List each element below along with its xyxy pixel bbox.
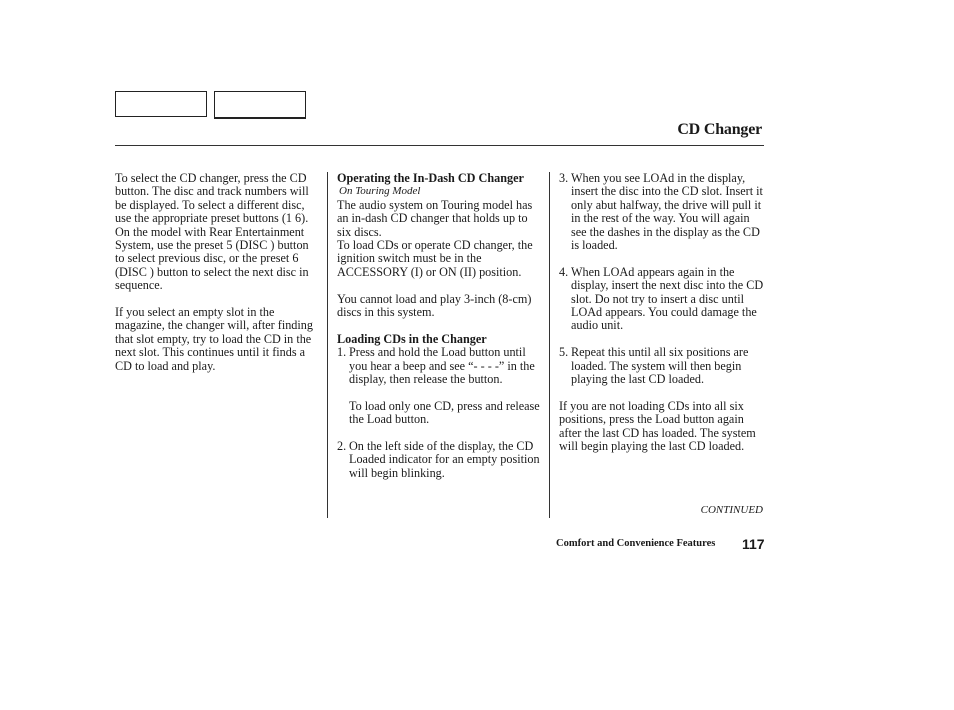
step-number: 1. [337,345,347,360]
model-note: On Touring Model [339,185,421,198]
column-1 [115,172,317,373]
step-text: Press and hold the Load button until you hear a beep and see “- - - -” in the display, then release the button. [349,345,535,387]
paragraph-ignition: To load CDs or operate CD changer, the ignition switch must be in the ACCESSORY (I) or ON (II) position. [337,238,533,279]
step-number: 3. [559,171,569,185]
step-2 [337,440,540,480]
continued-label: CONTINUED [700,504,763,516]
page-number: 117 [742,536,765,552]
nav-tab-box-1[interactable] [115,91,207,117]
column-2 [337,172,540,480]
step-1 [337,346,540,386]
page-title: CD Changer [677,121,762,138]
column-divider-2 [549,172,550,518]
step-number: 5. [559,345,569,360]
step-5 [559,346,765,386]
step-number: 4. [559,264,569,279]
step-number: 2. [337,439,347,454]
paragraph-empty-slot: If you select an empty slot in the magazine, the changer will, after finding that slot empty, try to load the CD in the next slot. This continues until it finds a CD to load and play. [115,305,313,373]
step-4 [559,266,765,333]
column-3 [559,172,765,453]
step-text: When LOAd appears again in the display, insert the next disc into the CD slot. Do not try to insert a disc until LOAd appears. You could damage the audio unit. [571,264,764,333]
step-3 [559,172,765,252]
paragraph-not-loading-all: If you are not loading CDs into all six positions, press the Load button again after the last CD has loaded. The system will begin playing the last CD loaded. [559,398,756,454]
step-1-note: To load only one CD, press and release the Load button. [349,398,540,427]
paragraph-3-inch-discs: You cannot load and play 3-inch (8-cm) discs in this system. [337,291,532,320]
footer-section-title: Comfort and Convenience Features [556,538,716,549]
section-heading-operating: Operating the In-Dash CD Changer [337,171,524,185]
nav-tab-box-2[interactable] [214,91,306,119]
section-heading-loading: Loading CDs in the Changer [337,331,487,346]
step-text: When you see LOAd in the display, insert the disc into the CD slot. Insert it only abut halfway, the drive will pull it in the rest of the way. You will again see the dashes in the display as the CD is loaded. [571,171,763,253]
paragraph-touring-model: The audio system on Touring model has an in-dash CD changer that holds up to six discs. [337,197,533,239]
step-text: Repeat this until all six positions are loaded. The system will then begin playing the last CD loaded. [571,345,749,387]
column-divider-1 [327,172,328,518]
header-rule [115,145,764,146]
paragraph-select-changer: To select the CD changer, press the CD button. The disc and track numbers will be displayed. To select a different disc, use the appropriate preset buttons (1 6). On the model with Rear Entertainment System, use the preset 5 (DISC ) button to select previous disc, or the preset 6 (DISC ) button to select the next disc in sequence. [115,171,309,293]
step-text: On the left side of the display, the CD Loaded indicator for an empty position will begin blinking. [349,439,540,480]
